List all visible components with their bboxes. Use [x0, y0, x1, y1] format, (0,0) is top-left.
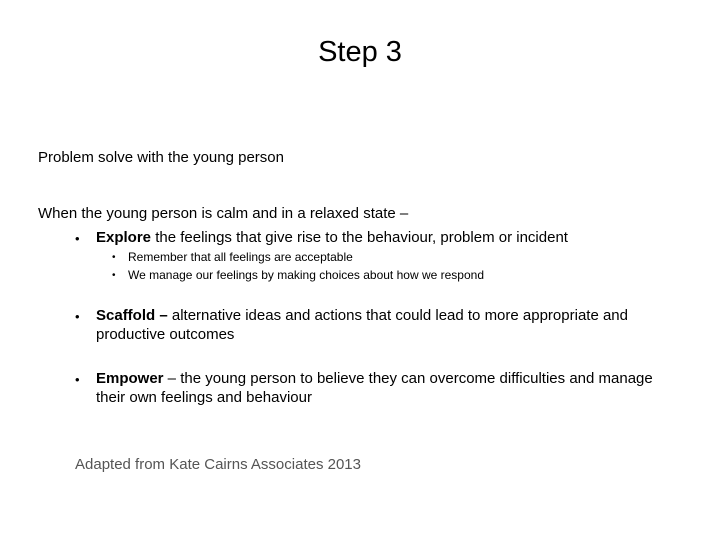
item-explore-strong: Explore	[96, 229, 152, 246]
sub-item-2: We manage our feelings by making choices about how we respond	[128, 268, 484, 282]
item-empower	[96, 370, 656, 407]
bullet-icon: •	[75, 231, 80, 246]
item-empower-text: – the young person to believe they can overcome difficulties and manage their own feelings and behaviour	[96, 370, 653, 406]
credit-text: Adapted from Kate Cairns Associates 2013	[75, 456, 361, 473]
item-scaffold-text: alternative ideas and actions that could lead to more appropriate and productive outcomes	[96, 307, 628, 343]
sub-bullet-icon: •	[112, 252, 116, 263]
sub-bullet-icon: •	[112, 270, 116, 281]
lead-text: When the young person is calm and in a relaxed state –	[38, 205, 409, 222]
item-scaffold-strong: Scaffold –	[96, 307, 168, 324]
item-empower-strong: Empower	[96, 370, 164, 387]
bullet-icon: •	[75, 309, 80, 324]
sub-item-1: Remember that all feelings are acceptable	[128, 250, 353, 264]
item-explore	[96, 229, 568, 247]
bullet-icon: •	[75, 372, 80, 387]
item-explore-text: the feelings that give rise to the behaviour, problem or incident	[151, 229, 568, 246]
slide-title: Step 3	[318, 36, 402, 68]
item-scaffold	[96, 307, 656, 344]
intro-text: Problem solve with the young person	[38, 149, 284, 166]
